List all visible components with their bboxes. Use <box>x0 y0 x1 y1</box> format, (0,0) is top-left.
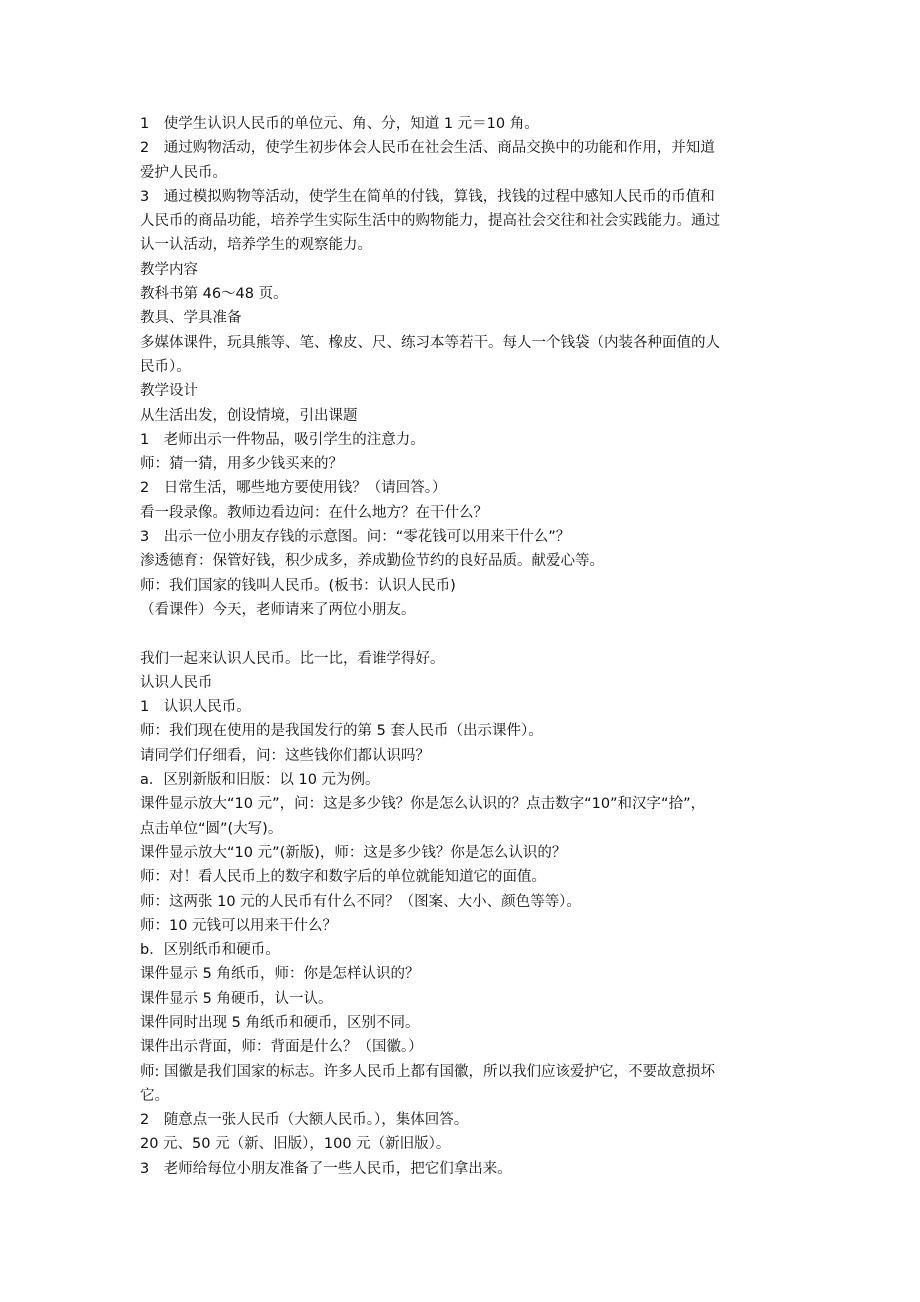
section-heading: 教具、学具准备 <box>140 310 242 327</box>
text-line: 人民币的商品功能，培养学生实际生活中的购物能力，提高社会交往和社会实践能力。通过 <box>140 213 720 230</box>
text-line: 20 元、50 元（新、旧版），100 元（新旧版）。 <box>140 1136 451 1153</box>
text-line: 3 出示一位小朋友存钱的示意图。问：“零花钱可以用来干什么”？ <box>140 529 571 546</box>
section-heading: 教学设计 <box>140 383 198 400</box>
document-body <box>140 112 795 1181</box>
text-line: 师: 国徽是我们国家的标志。许多人民币上都有国徽，所以我们应该爱护它，不要故意损坏 <box>140 1063 715 1080</box>
blank-line <box>140 622 795 646</box>
text-line: 2 日常生活，哪些地方要使用钱？（请回答。） <box>140 480 447 497</box>
text-line: 课件出示背面，师：背面是什么？（国徽。） <box>140 1039 423 1056</box>
text-line: 多媒体课件，玩具熊等、笔、橡皮、尺、练习本等若干。每人一个钱袋（内装各种面值的人 <box>140 334 720 351</box>
text-line: 1 使学生认识人民币的单位元、角、分，知道 1 元＝10 角。 <box>140 116 539 132</box>
text-line: 课件显示放大“10 元”，问：这是多少钱？你是怎么认识的？点击数字“10”和汉字“拾”， <box>140 796 706 813</box>
text-line: 课件同时出现 5 角纸币和硬币，区别不同。 <box>140 1014 420 1031</box>
text-line: 3 老师给每位小朋友准备了一些人民币，把它们拿出来。 <box>140 1160 512 1177</box>
text-line: 2 随意点一张人民币（大额人民币。），集体回答。 <box>140 1112 469 1129</box>
text-line: 师：猜一猜，用多少钱买来的？ <box>140 456 343 473</box>
text-line: 教科书第 46～48 页。 <box>140 286 288 303</box>
text-line: a．区别新版和旧版：以 10 元为例。 <box>140 772 380 789</box>
text-line: 课件显示 5 角硬币，认一认。 <box>140 990 333 1007</box>
text-line: 师：这两张 10 元的人民币有什么不同？（图案、大小、颜色等等）。 <box>140 893 581 910</box>
text-line: 师：对！看人民币上的数字和数字后的单位就能知道它的面值。 <box>140 869 546 886</box>
text-line: 1 老师出示一件物品，吸引学生的注意力。 <box>140 431 425 448</box>
section-heading: 认识人民币 <box>140 674 213 691</box>
text-line: 1 认识人民币。 <box>140 699 251 716</box>
text-line: 它。 <box>140 1087 169 1104</box>
section-heading: 教学内容 <box>140 261 198 278</box>
text-line: 从生活出发，创设情境，引出课题 <box>140 407 358 424</box>
text-line: 点击单位“圆”(大写)。 <box>140 820 283 837</box>
text-line: 爱护人民币。 <box>140 164 227 181</box>
text-line: 认一认活动，培养学生的观察能力。 <box>140 237 372 254</box>
text-line: 我们一起来认识人民币。比一比，看谁学得好。 <box>140 650 445 667</box>
text-line: 课件显示放大“10 元”(新版)，师：这是多少钱？你是怎么认识的？ <box>140 844 567 861</box>
text-line: 师：10 元钱可以用来干什么？ <box>140 917 338 934</box>
text-line: 民币）。 <box>140 358 191 375</box>
text-line: 师：我们国家的钱叫人民币。(板书：认识人民币) <box>140 577 456 594</box>
text-line: （看课件）今天，老师请来了两位小朋友。 <box>140 601 416 618</box>
text-line: 3 通过模拟购物等活动，使学生在简单的付钱，算钱，找钱的过程中感知人民币的币值和 <box>140 188 715 205</box>
text-line: 2 通过购物活动，使学生初步体会人民币在社会生活、商品交换中的功能和作用，并知道 <box>140 140 715 157</box>
text-line: 请同学们仔细看，问：这些钱你们都认识吗？ <box>140 747 430 764</box>
text-line: 师：我们现在使用的是我国发行的第 5 套人民币（出示课件）。 <box>140 723 543 740</box>
text-line: b．区别纸币和硬币。 <box>140 942 280 959</box>
text-line: 渗透德育：保管好钱，积少成多，养成勤俭节约的良好品质。献爱心等。 <box>140 553 604 570</box>
text-line: 看一段录像。教师边看边问：在什么地方？在干什么？ <box>140 504 488 521</box>
text-line: 课件显示 5 角纸币，师：你是怎样认识的？ <box>140 966 420 983</box>
